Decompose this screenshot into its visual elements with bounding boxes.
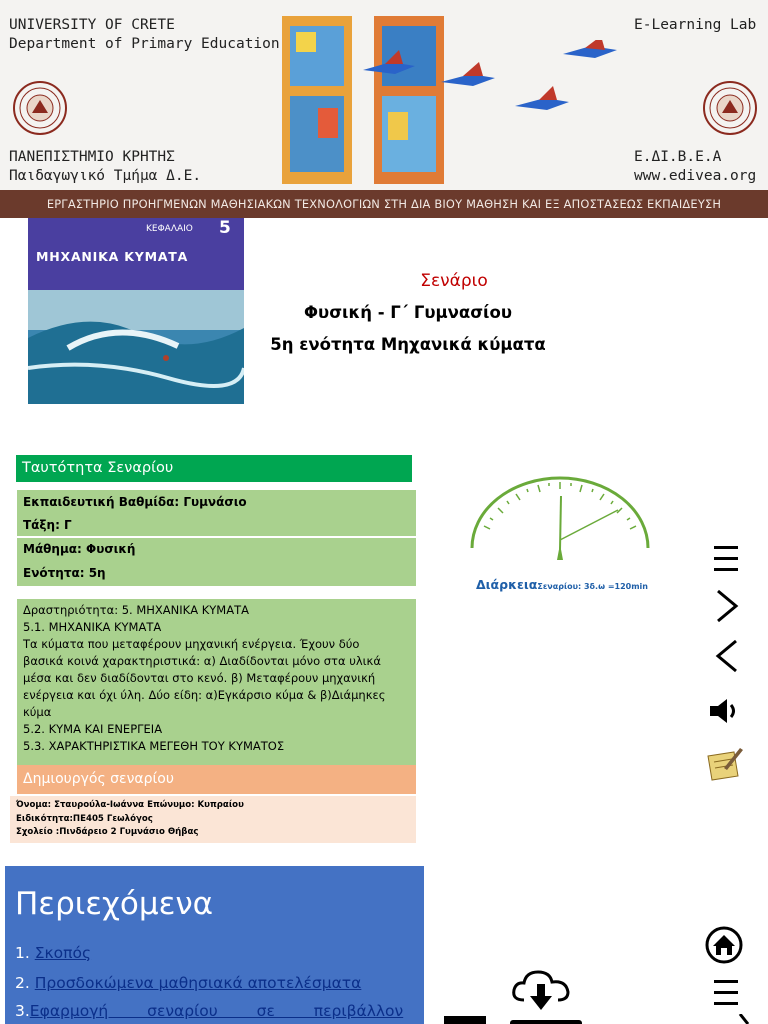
scenario-heading: Σενάριο — [420, 271, 488, 291]
cover-chapter-number: 5 — [219, 218, 231, 238]
toc-link-purpose[interactable]: Σκοπός — [34, 944, 92, 962]
toc-link-application[interactable]: Εφαρμογή σεναρίου σε περιβάλλον — [29, 1002, 404, 1020]
cloud-download-icon[interactable] — [510, 966, 572, 1014]
contents-heading: Περιεχόμενα — [15, 886, 214, 922]
activity-line: Τα κύματα που μεταφέρουν μηχανική ενέργεια. Έχουν δύο — [23, 637, 360, 651]
menu-icon[interactable] — [712, 544, 740, 574]
activity-box — [17, 599, 416, 765]
toc-item-application — [15, 1002, 404, 1020]
creator-heading: Δημιουργός σεναρίου — [17, 765, 416, 794]
activity-line: βασικά κοινά χαρακτηριστικά: α) Διαδίδονται μόνο στα υλικά — [23, 654, 381, 668]
university-seal-logo — [12, 80, 68, 136]
university-name-gr: ΠΑΝΕΠΙΣΤΗΜΙΟ ΚΡΗΤΗΣ — [9, 149, 175, 165]
unit-number: Ενότητα: 5η — [23, 566, 106, 580]
previous-arrow-icon[interactable] — [712, 638, 742, 674]
activity-line: ενέργεια και όχι ύλη. Δύο είδη: α)Εγκάρσιο κύμα & β)Διάμηκες — [23, 688, 386, 702]
creator-details — [10, 796, 416, 843]
toc-number: 1. — [15, 944, 35, 962]
department-name-en: Department of Primary Education — [9, 36, 280, 52]
edivea-label: Ε.ΔΙ.Β.Ε.Α — [634, 149, 722, 165]
elearning-lab-label: E-Learning Lab — [634, 17, 757, 33]
cover-title: ΜΗΧΑΝΙΚΑ ΚΥΜΑΤΑ — [36, 249, 189, 264]
next-arrow-icon-partial[interactable] — [738, 1014, 754, 1024]
toc-link-outcomes[interactable]: Προσδοκώμενα μαθησιακά αποτελέσματα — [34, 974, 362, 992]
class-level: Τάξη: Γ — [23, 518, 72, 532]
unit-title: 5η ενότητα Μηχανικά κύματα — [270, 335, 546, 354]
partial-icon-bar — [444, 1016, 486, 1024]
identity-box-1 — [17, 490, 416, 536]
toc-item-outcomes — [15, 974, 361, 992]
flying-birds-image — [355, 40, 625, 130]
edivea-url: www.edivea.org — [634, 168, 757, 184]
activity-line: 5.3. ΧΑΡΑΚΤΗΡΙΣΤΙΚΑ ΜΕΓΕΘΗ ΤΟΥ ΚΥΜΑΤΟΣ — [23, 739, 285, 753]
duration-detail: Σεναρίου: 3δ.ω =120min — [537, 582, 648, 591]
contents-panel — [5, 866, 424, 1024]
education-level: Εκπαιδευτική Βαθμίδα: Γυμνάσιο — [23, 495, 247, 509]
lab-title-bar: ΕΡΓΑΣΤΗΡΙΟ ΠΡΟΗΓΜΕΝΩΝ ΜΑΘΗΣΙΑΚΩΝ ΤΕΧΝΟΛΟΓΙΩΝ ΣΤΗ ΔΙΑ ΒΙΟΥ ΜΑΘΗΣΗ ΚΑΙ ΕΞ ΑΠΟΣΤΑΣΕΩΣ ΕΚΠΑΙΔΕΥΣΗ — [0, 190, 768, 218]
notebook-pencil-icon[interactable] — [704, 744, 744, 782]
cover-chapter-label: ΚΕΦΑΛΑΙΟ — [146, 224, 193, 234]
activity-line: 5.1. ΜΗΧΑΝΙΚΑ ΚΥΜΑΤΑ — [23, 620, 162, 634]
toc-number: 3. — [15, 1002, 30, 1020]
subject-title: Φυσική - Γ΄ Γυμνασίου — [304, 303, 512, 322]
menu-icon-bottom[interactable] — [712, 978, 740, 1008]
university-name-en: UNIVERSITY OF CRETE — [9, 17, 175, 33]
duration-gauge — [462, 468, 658, 568]
department-name-gr: Παιδαγωγικό Τμήμα Δ.Ε. — [9, 168, 202, 184]
toc-number: 2. — [15, 974, 35, 992]
next-arrow-icon[interactable] — [712, 588, 742, 624]
identity-box-2 — [17, 538, 416, 586]
activity-line: 5.2. ΚΥΜΑ ΚΑΙ ΕΝΕΡΓΕΙΑ — [23, 722, 163, 736]
duration-label — [476, 577, 648, 592]
home-icon[interactable] — [705, 926, 743, 964]
scenario-identity-heading: Ταυτότητα Σεναρίου — [16, 455, 412, 482]
course-name: Μάθημα: Φυσική — [23, 542, 136, 556]
speaker-icon[interactable] — [708, 696, 744, 726]
toc-item-purpose — [15, 944, 91, 962]
creator-name: Όνομα: Σταυρούλα-Ιωάννα Επώνυμο: Κυπραίου — [16, 800, 244, 810]
activity-line: μέσα και δεν διαδίδονται στο κενό. β) Μεταφέρουν μηχανική — [23, 671, 376, 685]
header-banner — [0, 0, 768, 190]
activity-line: κύμα — [23, 705, 52, 719]
duration-title: Διάρκεια — [476, 577, 538, 592]
creator-school: Σχολείο :Πινδάρειο 2 Γυμνάσιο Θήβας — [16, 827, 199, 837]
partial-tray-icon — [510, 1020, 582, 1024]
university-seal-logo-right — [702, 80, 758, 136]
activity-line: Δραστηριότητα: 5. ΜΗΧΑΝΙΚΑ ΚΥΜΑΤΑ — [23, 603, 249, 617]
creator-specialty: Ειδικότητα:ΠΕ405 Γεωλόγος — [16, 813, 153, 824]
